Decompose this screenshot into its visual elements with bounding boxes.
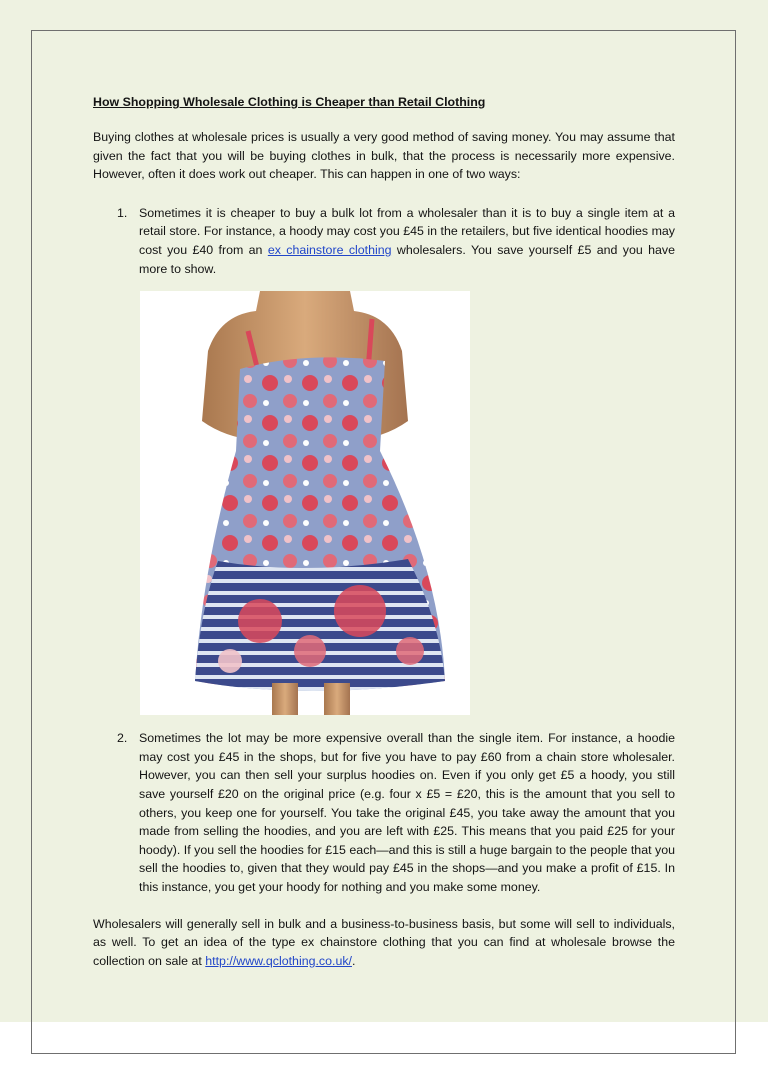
closing-paragraph: [93, 915, 675, 971]
list-item-text: [139, 204, 675, 278]
ex-chainstore-link[interactable]: ex chainstore clothing: [267, 242, 392, 257]
list-number: 1.: [117, 205, 128, 220]
list-number: 2.: [117, 731, 128, 746]
document-body: [93, 93, 675, 970]
dress-image: [140, 291, 470, 715]
closing-text: Wholesalers will generally sell in bulk and a business-to-business basis, but some will sell to individuals, as well. To get an idea of the type ex chainstore clothing that you can find at wholesale browse the collection on sale at: [93, 916, 675, 968]
list-item-text-end: wholesalers. You save yourself £5 and you have more to show.: [139, 242, 675, 276]
qclothing-link[interactable]: http://www.qclothing.co.uk/: [205, 953, 352, 968]
closing-period: .: [351, 953, 356, 968]
intro-paragraph: Buying clothes at wholesale prices is usually a very good method of saving money. You may assume that given the fact that you will be buying clothes in bulk, that the process is necessarily more expensive. However, often it does work out cheaper. This can happen in one of two ways:: [93, 130, 675, 182]
list-item: [93, 729, 675, 896]
document-title: How Shopping Wholesale Clothing is Cheaper than Retail Clothing: [93, 95, 486, 109]
list-item-text-start: Sometimes it is cheaper to buy a bulk lot from a wholesaler than it is to buy a single item at a retail store. For instance, a hoody may cost you £45 in the retailers, but five identical hoodies may cost you £40 from an: [139, 205, 675, 257]
list-item: [93, 204, 675, 278]
list-item-text: Sometimes the lot may be more expensive overall than the single item. For instance, a hoodie may cost you £45 in the shops, but for five you have to pay £60 from a chain store wholesaler. However, you can then sell your surplus hoodies on. Even if you only get £5 a hoody, you still save yourself £20 on the original price (e.g. four x £5 = £20, this is the amount that you sell to others, you keep one for yourself. You take the original £45, you take away the amount that you made from selling the hoodies, and you are left with £25. This means that you paid £25 for your hoody). If you sell the hoodies for £15 each—and this is still a huge bargain to the people that you sell the hoodies to, given that they would pay £45 in the shops—and you make a profit of £15. In this instance, you get your hoody for nothing and you make some money.: [139, 731, 675, 894]
